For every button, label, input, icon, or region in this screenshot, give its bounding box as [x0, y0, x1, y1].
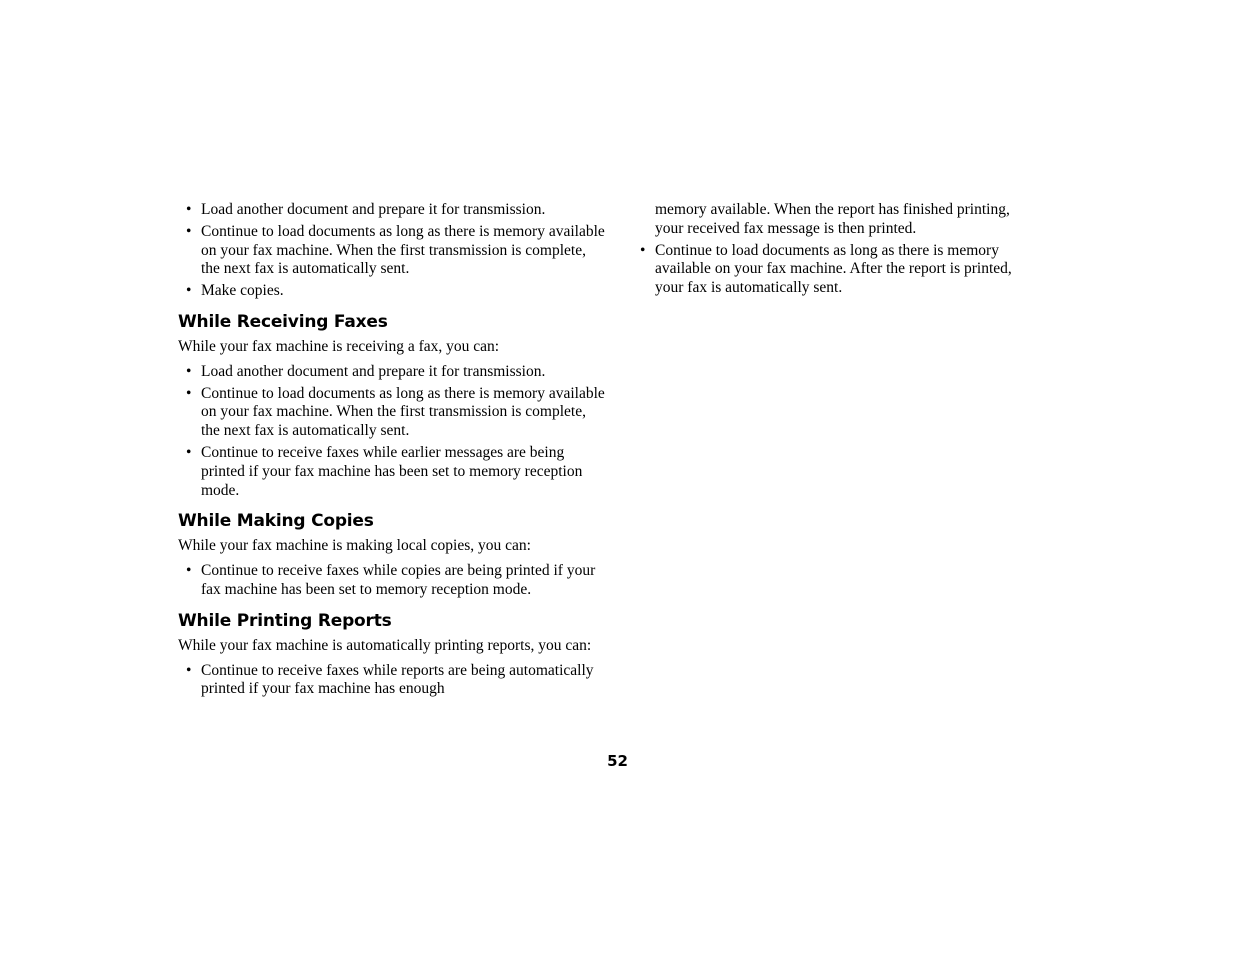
list-item-text: Load another document and prepare it for transmission.	[201, 201, 546, 218]
bullet-icon: •	[186, 362, 192, 380]
list-item	[178, 562, 608, 600]
bullet-icon: •	[186, 562, 192, 580]
receiving-faxes-heading: While Receiving Faxes	[178, 311, 388, 332]
bullet-icon: •	[186, 282, 192, 300]
list-item	[178, 662, 608, 700]
list-item-text: Continue to receive faxes while earlier messages are being printed if your fax machine has been set to memory reception mode.	[201, 443, 583, 499]
making-copies-heading: While Making Copies	[178, 511, 374, 532]
list-item-text: Load another document and prepare it for transmission.	[201, 362, 546, 380]
list-item-text: Make copies.	[201, 282, 284, 300]
bullet-icon: •	[186, 661, 192, 679]
printing-reports-intro: While your fax machine is automatically printing reports, you can:	[178, 636, 592, 654]
list-item	[640, 242, 1040, 298]
list-item-text: Continue to receive faxes while copies are being printed if your fax machine has been set to memory reception mode.	[201, 562, 596, 598]
making-copies-intro: While your fax machine is making local copies, you can:	[178, 537, 531, 555]
list-item-text: Continue to receive faxes while reports are being automatically printed if your fax machine has enough	[201, 661, 594, 698]
continued-text: memory available. When the report has finished printing, your received fax message is then printed.	[655, 201, 1010, 237]
page-number: 52	[607, 752, 628, 770]
bullet-icon: •	[640, 241, 646, 259]
bullet-icon: •	[186, 443, 192, 461]
list-item	[178, 223, 608, 279]
left-column	[178, 201, 608, 702]
top-bullet-list	[178, 201, 608, 301]
right-column	[640, 201, 1040, 301]
right-bullet-list	[640, 242, 1040, 298]
bullet-icon: •	[186, 201, 192, 218]
receiving-faxes-list	[178, 363, 608, 501]
receiving-faxes-intro: While your fax machine is receiving a fax, you can:	[178, 337, 500, 355]
list-item	[178, 385, 608, 441]
list-item	[178, 201, 608, 220]
bullet-icon: •	[186, 222, 192, 240]
list-item-text: Continue to load documents as long as there is memory available on your fax machine. When the first transmission is complete, the next fax is automatically sent.	[201, 384, 605, 440]
printing-reports-heading: While Printing Reports	[178, 610, 392, 631]
list-item-text: Continue to load documents as long as there is memory available on your fax machine. After the report is printed, your fax is automatically sent.	[655, 241, 1012, 297]
making-copies-list	[178, 562, 608, 600]
list-item	[178, 363, 608, 382]
bullet-icon: •	[186, 384, 192, 402]
list-item-text: Continue to load documents as long as there is memory available on your fax machine. When the first transmission is complete, the next fax is automatically sent.	[201, 222, 605, 278]
list-item	[178, 444, 608, 500]
printing-reports-list	[178, 662, 608, 700]
list-item	[178, 282, 608, 301]
